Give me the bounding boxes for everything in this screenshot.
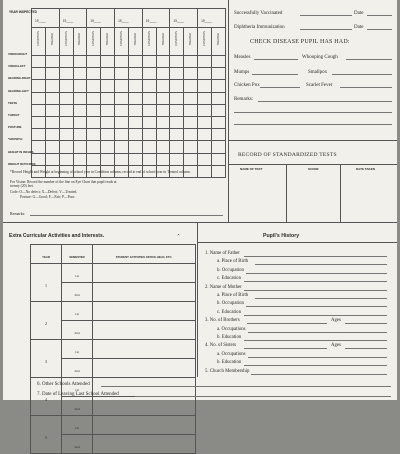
health-grid (31, 8, 226, 178)
health-cell[interactable] (59, 80, 73, 92)
semester-cell (62, 340, 93, 359)
condition-label: CONDITION (119, 31, 123, 47)
extra-col-year-label: YEAR (42, 255, 50, 259)
health-cell[interactable] (87, 104, 101, 116)
history-subitem: b. Education (217, 335, 242, 340)
treated-label: TREATED (133, 33, 137, 46)
history-subitem: a. Place of Birth (217, 259, 249, 265)
extra-col-activities (93, 245, 196, 264)
year-number: 5 (45, 434, 47, 440)
health-cell[interactable] (73, 92, 87, 104)
treated-header (211, 28, 225, 56)
health-cell[interactable] (198, 92, 212, 104)
footer-section (3, 377, 397, 400)
semester-cell (62, 435, 93, 454)
year-prefix: 19____ (35, 19, 46, 23)
history-subitem: c. Education (217, 309, 241, 315)
health-row-label: HEARING-RIGHT (8, 76, 31, 81)
health-cell[interactable] (142, 80, 156, 92)
health-cell[interactable] (87, 129, 101, 141)
treated-header (73, 28, 87, 56)
health-cell[interactable] (184, 68, 198, 80)
standardized-tests-section (228, 140, 397, 222)
health-row (32, 141, 226, 153)
health-row (32, 68, 226, 80)
health-cell[interactable] (198, 80, 212, 92)
semester-label: 1st (75, 274, 79, 278)
history-fill-line[interactable] (255, 264, 387, 265)
health-cell[interactable] (142, 56, 156, 68)
semester-label: 2nd (74, 293, 80, 297)
treated-label: TREATED (189, 33, 193, 46)
extra-col-activities-label: STUDENT ACTIVITIES OFFICE HELD, ETC. (115, 255, 173, 259)
health-cell[interactable] (142, 92, 156, 104)
disease-chicken-pox: Chicken Pox (234, 83, 260, 88)
health-cell[interactable] (115, 104, 129, 116)
extra-col-year (31, 245, 62, 264)
health-cell[interactable] (45, 129, 59, 141)
year-cell (115, 9, 143, 28)
health-cell[interactable] (32, 80, 46, 92)
health-cell[interactable] (59, 153, 73, 165)
semester-label: 1st (75, 426, 79, 430)
history-fill-line[interactable] (251, 374, 387, 375)
health-cell[interactable] (184, 56, 198, 68)
health-cell[interactable] (73, 80, 87, 92)
check-disease-title: CHECK DISEASE PUPIL HAS HAD: (250, 39, 350, 45)
health-cell[interactable] (211, 104, 225, 116)
health-cell[interactable] (101, 68, 115, 80)
year-number-cell (31, 340, 62, 378)
health-cell[interactable] (45, 104, 59, 116)
health-cell[interactable] (87, 92, 101, 104)
health-row (32, 129, 226, 141)
health-cell[interactable] (211, 116, 225, 128)
history-subitem: b. Occupation (217, 267, 244, 273)
health-cell[interactable] (156, 92, 170, 104)
extra-col-semester (62, 245, 93, 264)
activity-cell[interactable] (93, 416, 196, 435)
health-cell[interactable] (101, 104, 115, 116)
history-fill-line[interactable] (255, 298, 387, 299)
health-cell[interactable] (142, 68, 156, 80)
health-cell[interactable] (156, 141, 170, 153)
semester-label: 2nd (74, 369, 80, 373)
health-cell[interactable] (45, 92, 59, 104)
health-cell[interactable] (156, 153, 170, 165)
health-cell[interactable] (59, 116, 73, 128)
vaccinated-label: Successfully Vaccinated (234, 11, 283, 16)
history-fill-line[interactable] (246, 273, 387, 274)
health-row (32, 80, 226, 92)
health-cell[interactable] (198, 116, 212, 128)
health-cell[interactable] (211, 141, 225, 153)
health-cell[interactable] (32, 68, 46, 80)
pupils-history-section (197, 222, 397, 377)
health-cell[interactable] (211, 68, 225, 80)
health-cell[interactable] (32, 104, 46, 116)
health-cell[interactable] (170, 153, 184, 165)
disease-mumps: Mumps (234, 70, 250, 75)
condition-header (142, 28, 156, 56)
health-cell[interactable] (142, 116, 156, 128)
health-cell[interactable] (32, 129, 46, 141)
health-cell[interactable] (170, 141, 184, 153)
health-cell[interactable] (142, 104, 156, 116)
year-prefix: 19____ (145, 19, 157, 23)
health-row (32, 92, 226, 104)
health-cell[interactable] (128, 129, 142, 141)
health-cell[interactable] (45, 116, 59, 128)
history-fill-line[interactable] (247, 323, 327, 324)
condition-label: CONDITION (92, 31, 96, 47)
health-cell[interactable] (87, 68, 101, 80)
health-cell[interactable] (156, 56, 170, 68)
year-number: 1 (45, 282, 47, 288)
history-item: 4. No. of Sisters (205, 343, 237, 349)
activity-cell[interactable] (93, 302, 196, 321)
health-cell[interactable] (115, 116, 129, 128)
health-note-growth: *Record Height and Weight at beginning of school year in Condition column, record at end of school year in Treated column. (10, 170, 191, 174)
year-prefix: 19____ (90, 19, 102, 23)
health-cell[interactable] (87, 141, 101, 153)
condition-header (115, 28, 129, 56)
health-cell[interactable] (184, 104, 198, 116)
health-cell[interactable] (198, 141, 212, 153)
health-cell[interactable] (156, 80, 170, 92)
history-subitem: b. Occupation (217, 301, 244, 307)
health-cell[interactable] (101, 129, 115, 141)
health-cell[interactable] (115, 141, 129, 153)
health-cell[interactable] (87, 116, 101, 128)
year-number: 4 (45, 396, 47, 402)
health-row-label: TEETH (8, 100, 18, 105)
condition-label: CONDITION (64, 31, 68, 47)
disease-measles: Measles (234, 55, 251, 60)
health-cell[interactable] (115, 92, 129, 104)
leaving-date-label: 7. Date of Leaving Last School Attended (37, 392, 119, 397)
health-row-label: VISION-LEFT (8, 64, 26, 69)
health-cell[interactable] (45, 141, 59, 153)
health-cell[interactable] (211, 56, 225, 68)
health-cell[interactable] (101, 116, 115, 128)
health-cell[interactable] (211, 129, 225, 141)
year-inspected-label: YEAR INSPECTED (9, 10, 37, 14)
semester-cell (62, 264, 93, 283)
condition-header (87, 28, 101, 56)
health-cell[interactable] (170, 92, 184, 104)
health-row-label: VISION-RIGHT (8, 52, 28, 56)
history-subitem: c. Education (217, 276, 241, 282)
year-prefix: 19____ (201, 19, 212, 23)
semester-label: 2nd (74, 445, 80, 449)
health-row (32, 104, 226, 116)
health-cell[interactable] (170, 104, 184, 116)
health-cell[interactable] (184, 129, 198, 141)
health-cell[interactable] (128, 104, 142, 116)
semester-cell (62, 302, 93, 321)
vaccination-remarks-label: Remarks: (234, 97, 254, 102)
health-cell[interactable] (45, 153, 59, 165)
health-inspection-section (3, 0, 228, 168)
health-cell[interactable] (32, 56, 46, 68)
condition-header (59, 28, 73, 56)
history-fill-line[interactable] (244, 290, 387, 291)
tests-col-score: SCORE (308, 167, 319, 171)
health-cell[interactable] (198, 56, 212, 68)
health-cell[interactable] (45, 80, 59, 92)
semester-cell (62, 359, 93, 378)
year-prefix: 19____ (62, 19, 74, 23)
health-cell[interactable] (156, 104, 170, 116)
health-row-label: HEIGHT IN INCHES (8, 149, 34, 154)
other-schools-label: 6. Other Schools Attended (37, 382, 90, 387)
health-cell[interactable] (128, 153, 142, 165)
treated-header (45, 28, 59, 56)
health-note-vision: For Vision: Record the number of the line on Eye Chart that pupil reads at twenty (20) feet. (10, 180, 117, 189)
health-cell[interactable] (170, 129, 184, 141)
year-cell (87, 9, 115, 28)
disease-scarlet-fever: Scarlet Fever (306, 83, 333, 88)
health-cell[interactable] (45, 68, 59, 80)
treated-label: TREATED (161, 33, 165, 46)
health-row (32, 116, 226, 128)
history-item: 1. Name of Father (205, 251, 240, 256)
health-cell[interactable] (142, 129, 156, 141)
health-cell[interactable] (128, 116, 142, 128)
health-cell[interactable] (115, 68, 129, 80)
health-cell[interactable] (59, 56, 73, 68)
health-note-code: Code: O—No defect; X—Defect; V—Treated. (10, 190, 78, 194)
semester-cell (62, 283, 93, 302)
health-cell[interactable] (198, 153, 212, 165)
history-subitem: b. Education (217, 360, 242, 366)
health-cell[interactable] (73, 104, 87, 116)
vaccinated-date-label: Date (354, 11, 364, 16)
health-cell[interactable] (198, 104, 212, 116)
year-prefix: 19____ (118, 19, 129, 23)
disease-smallpox: Smallpox (308, 70, 328, 75)
health-row-label: HEARING-LEFT (8, 88, 29, 93)
treated-label: TREATED (50, 33, 54, 46)
activity-cell[interactable] (93, 359, 196, 378)
treated-header (156, 28, 170, 56)
health-cell[interactable] (184, 92, 198, 104)
health-cell[interactable] (73, 129, 87, 141)
health-cell[interactable] (128, 92, 142, 104)
health-cell[interactable] (87, 80, 101, 92)
history-item: 5. Church Membership (205, 368, 250, 374)
year-cell (170, 9, 198, 28)
health-row-label: WEIGHT IN POUNDS (8, 161, 36, 166)
year-number-cell (31, 264, 62, 302)
extra-grid (30, 244, 196, 454)
health-cell[interactable] (101, 80, 115, 92)
activity-row (31, 340, 196, 359)
treated-header (184, 28, 198, 56)
health-cell[interactable] (87, 153, 101, 165)
health-row-label: THROAT (8, 113, 20, 117)
condition-header (32, 28, 46, 56)
ages-label: Ages (331, 318, 341, 324)
condition-header (170, 28, 184, 56)
condition-header (198, 28, 212, 56)
health-cell[interactable] (73, 116, 87, 128)
history-title: Pupil's History (263, 233, 300, 239)
treated-label: TREATED (216, 33, 220, 46)
health-cell[interactable] (101, 141, 115, 153)
ages-label: Ages (331, 343, 341, 349)
health-row-label: *GROWTH: (8, 137, 23, 142)
year-cell (142, 9, 170, 28)
health-cell[interactable] (142, 153, 156, 165)
disease-whooping-cough: Whooping Cough (302, 55, 338, 60)
health-cell[interactable] (101, 92, 115, 104)
year-cell (198, 9, 226, 28)
health-cell[interactable] (32, 116, 46, 128)
history-fill-line[interactable] (244, 340, 387, 341)
health-cell[interactable] (128, 68, 142, 80)
health-cell[interactable] (211, 80, 225, 92)
semester-label: 1st (75, 350, 79, 354)
health-cell[interactable] (170, 68, 184, 80)
condition-label: CONDITION (36, 31, 40, 47)
treated-header (101, 28, 115, 56)
activity-row (31, 264, 196, 283)
history-item: 3. No. of Brothers (205, 318, 240, 324)
semester-label: 2nd (74, 331, 80, 335)
health-cell[interactable] (156, 116, 170, 128)
condition-label: CONDITION (175, 31, 179, 47)
health-cell[interactable] (101, 56, 115, 68)
year-cell (59, 9, 87, 28)
health-cell[interactable] (115, 80, 129, 92)
health-cell[interactable] (184, 116, 198, 128)
health-cell[interactable] (128, 56, 142, 68)
semester-label: 1st (75, 312, 79, 316)
history-fill-line[interactable] (248, 332, 387, 333)
health-remarks-label: Remarks: (10, 211, 26, 216)
history-fill-line[interactable] (244, 365, 387, 366)
health-cell[interactable] (142, 141, 156, 153)
tests-col-date: DATE TAKEN (356, 167, 375, 171)
health-cell[interactable] (198, 68, 212, 80)
history-subitem: a. Occupations (217, 351, 246, 357)
health-row (32, 153, 226, 165)
treated-header (128, 28, 142, 56)
history-fill-line[interactable] (244, 348, 327, 349)
history-item: 2. Name of Mother (205, 284, 242, 290)
health-cell[interactable] (211, 92, 225, 104)
health-cell[interactable] (184, 141, 198, 153)
activity-cell[interactable] (93, 435, 196, 454)
year-number-cell (31, 416, 62, 454)
semester-cell (62, 416, 93, 435)
year-prefix: 19____ (173, 19, 185, 23)
health-cell[interactable] (115, 129, 129, 141)
health-cell[interactable] (170, 80, 184, 92)
activity-cell[interactable] (93, 264, 196, 283)
health-cell[interactable] (115, 153, 129, 165)
extra-col-semester-label: SEMESTER (69, 255, 85, 259)
condition-label: CONDITION (147, 31, 151, 47)
health-cell[interactable] (170, 56, 184, 68)
activity-row (31, 302, 196, 321)
health-cell[interactable] (32, 92, 46, 104)
health-cell[interactable] (128, 141, 142, 153)
health-cell[interactable] (101, 153, 115, 165)
health-cell[interactable] (73, 68, 87, 80)
history-subitem: a. Occupations (217, 326, 246, 332)
health-cell[interactable] (184, 153, 198, 165)
health-cell[interactable] (59, 129, 73, 141)
tests-col-name: NAME OF TEST (240, 167, 263, 171)
health-cell[interactable] (59, 92, 73, 104)
activity-cell[interactable] (93, 283, 196, 302)
health-cell[interactable] (73, 153, 87, 165)
activity-cell[interactable] (93, 321, 196, 340)
health-cell[interactable] (59, 104, 73, 116)
semester-cell (62, 321, 93, 340)
health-cell[interactable] (156, 129, 170, 141)
health-cell[interactable] (87, 56, 101, 68)
history-fill-line[interactable] (244, 315, 387, 316)
health-row-label: POSTURE (8, 125, 22, 130)
diphtheria-label: Diphtheria Immunization (234, 25, 285, 30)
history-fill-line[interactable] (244, 256, 387, 257)
year-number: 3 (45, 358, 47, 364)
year-number-cell (31, 302, 62, 340)
condition-label: CONDITION (203, 31, 207, 47)
health-cell[interactable] (198, 129, 212, 141)
activity-row (31, 416, 196, 435)
extra-mark: .•. (177, 232, 181, 237)
health-row (32, 56, 226, 68)
health-cell[interactable] (59, 141, 73, 153)
record-card (3, 0, 397, 449)
treated-label: TREATED (78, 33, 82, 46)
health-cell[interactable] (184, 80, 198, 92)
tests-title: RECORD OF STANDARDIZED TESTS (238, 152, 337, 158)
health-cell[interactable] (73, 56, 87, 68)
health-cell[interactable] (211, 153, 225, 165)
treated-label: TREATED (106, 33, 110, 46)
activity-cell[interactable] (93, 340, 196, 359)
health-note-posture: Posture: G—Good; F—Fair; P—Poor. (20, 195, 76, 199)
vaccination-section (228, 0, 397, 140)
year-number: 2 (45, 320, 47, 326)
diphtheria-date-label: Date (354, 25, 364, 30)
health-cell[interactable] (45, 56, 59, 68)
health-cell[interactable] (59, 68, 73, 80)
history-subitem: a. Place of Birth (217, 293, 249, 298)
health-cell[interactable] (156, 68, 170, 80)
history-fill-line[interactable] (246, 306, 387, 307)
extra-title: Extra Curricular Activities and Interests. (9, 233, 105, 239)
health-cell[interactable] (73, 141, 87, 153)
history-fill-line[interactable] (248, 357, 387, 358)
health-cell[interactable] (128, 80, 142, 92)
semester-label: 2nd (74, 407, 80, 411)
health-cell[interactable] (115, 56, 129, 68)
semester-label: 1st (75, 388, 79, 392)
health-cell[interactable] (170, 116, 184, 128)
history-fill-line[interactable] (244, 281, 387, 282)
